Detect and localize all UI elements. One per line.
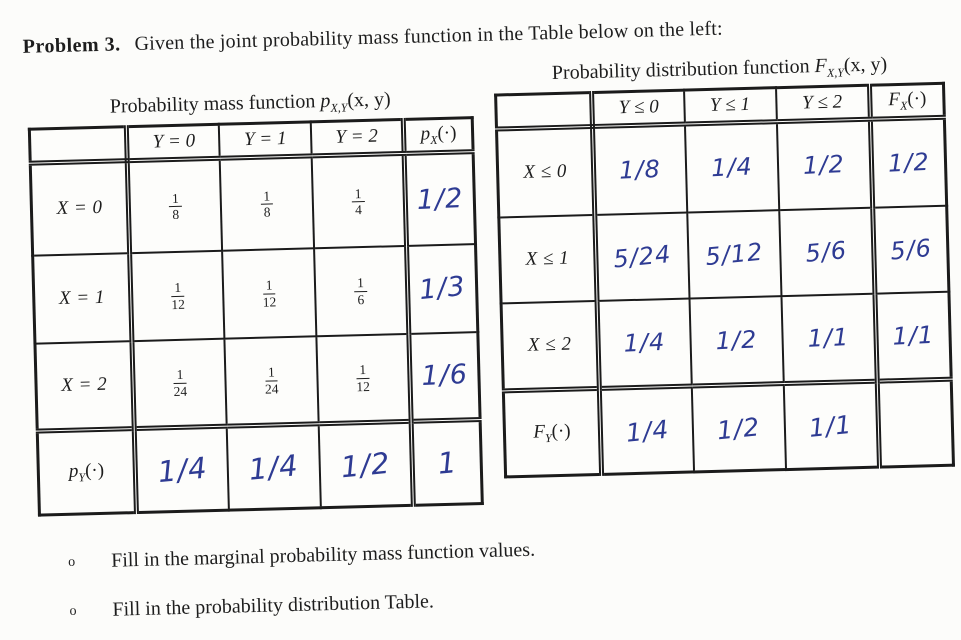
cdf-bottom-label <box>503 388 601 476</box>
handwritten-value: 1/1 <box>892 320 935 351</box>
printed-fraction <box>356 362 370 394</box>
fraction-numerator: 1 <box>356 362 369 379</box>
pmf-cell <box>314 245 408 335</box>
pmf-col-header: Y = 1 <box>219 122 312 158</box>
cdf-marginal-header <box>869 83 944 119</box>
cdf-row-x0 <box>497 117 947 217</box>
pmf-row-label: X = 1 <box>33 253 133 344</box>
cdf-marginal-cell <box>873 205 949 293</box>
cdf-caption-var: F <box>814 54 828 78</box>
handwritten-value: 1/2 <box>715 411 762 445</box>
printed-fraction <box>352 186 366 218</box>
cdf-row-x1 <box>499 205 949 303</box>
pmf-caption-var: p <box>320 89 331 113</box>
fraction-numerator: 1 <box>354 275 367 292</box>
pmf-row-label: X = 2 <box>35 341 135 432</box>
fraction-denominator: 12 <box>171 296 186 312</box>
printed-fraction <box>262 277 276 309</box>
pmf-row-x0 <box>30 152 475 256</box>
marginal-header-base: F <box>888 88 901 110</box>
handwritten-value: 1/4 <box>247 448 301 487</box>
fraction-numerator: 1 <box>169 191 182 208</box>
instruction-text: Fill in the probability distribution Table. <box>112 590 435 621</box>
handwritten-value: 1/8 <box>618 155 662 185</box>
pmf-table <box>28 116 484 517</box>
handwritten-value: 1/2 <box>416 182 465 216</box>
marginal-header-sub: X <box>430 132 438 147</box>
handwritten-value: 1/2 <box>714 325 758 355</box>
cdf-col-header: Y ≤ 1 <box>684 88 777 124</box>
pmf-bottom-cell <box>227 424 321 510</box>
printed-fraction <box>171 280 185 312</box>
handwritten-value: 1/1 <box>806 322 850 353</box>
pmf-caption-sub: X,Y <box>330 100 348 115</box>
cdf-row-label: X ≤ 0 <box>497 127 595 217</box>
problem-title <box>22 18 723 59</box>
pmf-cell <box>220 156 315 250</box>
handwritten-value: 5/6 <box>889 233 934 266</box>
cdf-caption-sub: X,Y <box>826 65 845 80</box>
cdf-bottom-cell <box>691 384 785 472</box>
pmf-row-label: X = 0 <box>30 161 130 256</box>
problem-label: Problem 3. <box>22 33 121 58</box>
pmf-marginal-cell <box>404 152 476 246</box>
bottom-label-after: (·) <box>84 459 105 481</box>
problem-text: Given the joint probability mass function in the Table below on the left: <box>134 17 723 55</box>
pmf-cell <box>130 250 224 340</box>
pmf-row-x1 <box>33 244 478 344</box>
bottom-label-sub: Y <box>78 469 86 484</box>
fraction-denominator: 8 <box>263 204 271 220</box>
cdf-cell <box>776 119 872 209</box>
bullet-marker: o <box>69 603 77 619</box>
cdf-caption-args: (x, y) <box>843 53 888 77</box>
pmf-marginal-cell <box>406 244 477 334</box>
pmf-cell <box>128 158 223 252</box>
handwritten-value: 1/4 <box>156 450 209 490</box>
pmf-cell <box>132 338 226 428</box>
handwritten-value: 1/2 <box>802 150 846 181</box>
pmf-marginal-row <box>37 420 482 516</box>
pmf-corner-cell <box>29 127 127 164</box>
pmf-row-x2 <box>35 332 480 432</box>
fraction-numerator: 1 <box>173 367 186 384</box>
marginal-header-after: (·) <box>437 122 457 144</box>
bottom-label-after: (·) <box>551 420 571 442</box>
marginal-header-after: (·) <box>907 87 927 110</box>
cdf-cell <box>684 122 778 212</box>
fraction-numerator: 1 <box>263 277 276 294</box>
cdf-cell <box>592 124 686 214</box>
fraction-numerator: 1 <box>265 365 278 382</box>
fraction-denominator: 6 <box>357 291 365 307</box>
cdf-corner-cell <box>496 93 593 130</box>
cdf-cell <box>597 298 691 388</box>
cdf-bottom-cell <box>783 381 879 469</box>
cdf-row-label: X ≤ 1 <box>499 214 597 302</box>
fraction-denominator: 12 <box>262 293 277 310</box>
fraction-denominator: 12 <box>356 378 371 395</box>
pmf-caption-args: (x, y) <box>347 88 391 112</box>
cdf-cell <box>687 210 781 298</box>
fraction-numerator: 1 <box>260 188 273 205</box>
pmf-bottom-cell <box>319 421 413 507</box>
cdf-total-cell <box>877 379 953 467</box>
handwritten-value: 5/24 <box>612 239 673 273</box>
printed-fraction <box>173 367 187 399</box>
handwritten-value: 1/2 <box>338 445 392 485</box>
bottom-label-sub: Y <box>544 430 552 445</box>
cdf-col-header: Y ≤ 0 <box>592 90 685 126</box>
pmf-caption-prefix: Probability mass function <box>109 90 321 118</box>
bullet-marker: o <box>68 554 76 570</box>
printed-fraction <box>169 191 183 223</box>
cdf-marginal-cell <box>875 291 951 381</box>
pmf-bottom-label <box>37 429 136 516</box>
marginal-header-sub: X <box>899 98 908 113</box>
instructions <box>68 539 537 640</box>
pmf-marginal-header <box>403 118 473 154</box>
cdf-caption-prefix: Probability distribution function <box>551 55 815 85</box>
fraction-denominator: 24 <box>264 381 279 397</box>
marginal-header-base: p <box>420 122 431 145</box>
fraction-denominator: 8 <box>172 207 180 223</box>
printed-fraction <box>354 275 368 307</box>
handwritten-value: 1/6 <box>420 359 469 393</box>
cdf-col-header: Y ≤ 2 <box>776 85 871 121</box>
bottom-label-base: p <box>68 460 79 482</box>
cdf-marginal-row <box>503 379 953 477</box>
cdf-row-label: X ≤ 2 <box>501 300 599 390</box>
cdf-cell <box>779 207 875 295</box>
cdf-table <box>494 82 955 479</box>
instruction-item <box>69 588 536 623</box>
handwritten-value: 1 <box>435 445 459 481</box>
cdf-cell <box>595 212 689 300</box>
handwritten-value: 1/4 <box>623 327 667 358</box>
pmf-cell <box>222 248 316 338</box>
pmf-marginal-cell <box>409 332 480 422</box>
printed-fraction <box>260 188 274 220</box>
handwritten-value: 1/3 <box>417 270 468 307</box>
handwritten-value: 5/12 <box>703 237 765 271</box>
handwritten-value: 1/1 <box>807 409 854 443</box>
fraction-numerator: 1 <box>171 280 184 297</box>
instruction-item <box>68 539 535 574</box>
pmf-col-header: Y = 0 <box>127 124 220 160</box>
cdf-bottom-cell <box>599 386 693 474</box>
cdf-marginal-cell <box>870 117 946 207</box>
pmf-table-section <box>27 86 484 517</box>
handwritten-value: 1/4 <box>624 414 671 448</box>
pmf-col-header: Y = 2 <box>311 119 404 155</box>
cdf-cell <box>781 293 877 383</box>
handwritten-value: 1/4 <box>710 152 754 183</box>
handwritten-value: 1/2 <box>887 148 931 178</box>
fraction-numerator: 1 <box>352 186 365 203</box>
fraction-denominator: 24 <box>173 383 188 399</box>
cdf-table-section <box>493 52 956 479</box>
pmf-cell <box>312 153 407 247</box>
pmf-cell <box>316 333 410 423</box>
fraction-denominator: 4 <box>354 202 363 218</box>
bottom-label-base: F <box>533 420 546 443</box>
cdf-row-x2 <box>501 291 951 391</box>
handwritten-value: 5/6 <box>804 235 849 268</box>
pmf-bottom-cell <box>135 426 229 512</box>
pmf-cell <box>224 336 318 426</box>
instruction-text: Fill in the marginal probability mass function values. <box>110 538 536 572</box>
cdf-cell <box>689 296 783 386</box>
pmf-total-cell <box>411 420 482 506</box>
printed-fraction <box>264 365 278 397</box>
